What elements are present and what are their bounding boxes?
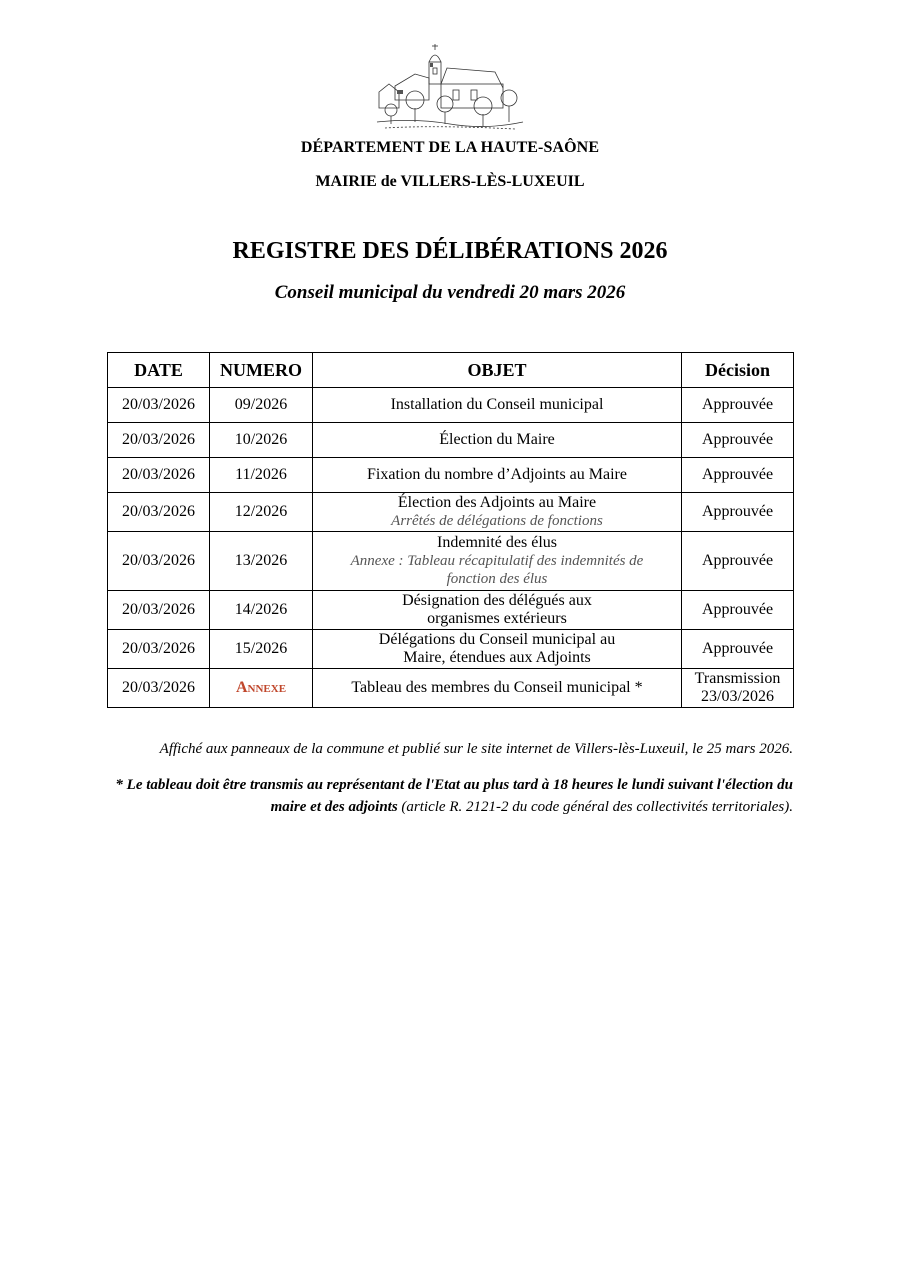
village-church-drawing-icon (375, 42, 525, 134)
cell-decision: Approuvée (682, 532, 794, 591)
table-row (108, 669, 794, 708)
table-row (108, 493, 794, 532)
cell-numero (210, 669, 313, 708)
cell-decision: Approuvée (682, 423, 794, 458)
table-row (108, 423, 794, 458)
cell-decision (682, 669, 794, 708)
objet-subtext: Annexe : Tableau récapitulatif des indemnités de fonction des élus (350, 553, 644, 587)
legal-note (113, 774, 793, 818)
decision-text: Transmission 23/03/2026 (694, 670, 781, 705)
cell-numero: 15/2026 (210, 630, 313, 669)
cell-objet (313, 532, 682, 591)
objet-text: Élection du Maire (439, 431, 555, 448)
table-row (108, 532, 794, 591)
cell-objet (313, 591, 682, 630)
cell-decision: Approuvée (682, 493, 794, 532)
objet-text: Délégations du Conseil municipal au Maire, étendues aux Adjoints (378, 631, 616, 666)
cell-objet (313, 630, 682, 669)
table-row (108, 591, 794, 630)
objet-text: Tableau des membres du Conseil municipal * (351, 679, 643, 696)
cell-decision: Approuvée (682, 630, 794, 669)
column-header-numero: NUMERO (210, 353, 313, 388)
cell-objet (313, 388, 682, 423)
cell-numero: 14/2026 (210, 591, 313, 630)
table-header-row (108, 353, 794, 388)
table-row (108, 630, 794, 669)
table-row (108, 458, 794, 493)
cell-date: 20/03/2026 (108, 388, 210, 423)
page-subtitle: Conseil municipal du vendredi 20 mars 2026 (274, 282, 626, 303)
cell-date: 20/03/2026 (108, 423, 210, 458)
cell-objet (313, 458, 682, 493)
publication-notice: Affiché aux panneaux de la commune et publié sur le site internet de Villers-lès-Luxeuil, le 25 mars 2026. (159, 741, 793, 757)
objet-text: Élection des Adjoints au Maire (397, 494, 597, 511)
cell-numero: 12/2026 (210, 493, 313, 532)
cell-numero: 13/2026 (210, 532, 313, 591)
cell-decision: Approuvée (682, 458, 794, 493)
column-header-objet: OBJET (313, 353, 682, 388)
cell-objet (313, 423, 682, 458)
cell-numero: 09/2026 (210, 388, 313, 423)
cell-date: 20/03/2026 (108, 669, 210, 708)
mairie-heading: MAIRIE de VILLERS-LÈS-LUXEUIL (315, 173, 585, 190)
column-header-decision: Décision (682, 353, 794, 388)
page-title: REGISTRE DES DÉLIBÉRATIONS 2026 (232, 238, 668, 264)
column-header-date: DATE (108, 353, 210, 388)
legal-note-bold: * Le tableau doit être transmis au représentant de l'Etat au plus tard à 18 heures le lundi suivant l'élection du maire et des adjoints (115, 777, 793, 815)
objet-subtext: Arrêtés de délégations de fonctions (391, 513, 603, 529)
legal-note-reference: (article R. 2121-2 du code général des collectivités territoriales). (401, 799, 793, 815)
objet-text: Installation du Conseil municipal (390, 396, 604, 413)
cell-objet (313, 669, 682, 708)
cell-decision: Approuvée (682, 388, 794, 423)
cell-objet (313, 493, 682, 532)
cell-numero: 10/2026 (210, 423, 313, 458)
cell-decision: Approuvée (682, 591, 794, 630)
cell-date: 20/03/2026 (108, 591, 210, 630)
department-heading: DÉPARTEMENT DE LA HAUTE-SAÔNE (300, 139, 600, 156)
objet-text: Indemnité des élus (437, 534, 557, 551)
objet-text: Fixation du nombre d’Adjoints au Maire (367, 466, 627, 483)
annexe-label: Annexe (235, 679, 287, 696)
deliberations-table (107, 352, 794, 708)
objet-text: Désignation des délégués aux organismes extérieurs (402, 592, 592, 627)
cell-numero: 11/2026 (210, 458, 313, 493)
table-row (108, 388, 794, 423)
cell-date: 20/03/2026 (108, 458, 210, 493)
cell-date: 20/03/2026 (108, 493, 210, 532)
cell-date: 20/03/2026 (108, 532, 210, 591)
cell-date: 20/03/2026 (108, 630, 210, 669)
